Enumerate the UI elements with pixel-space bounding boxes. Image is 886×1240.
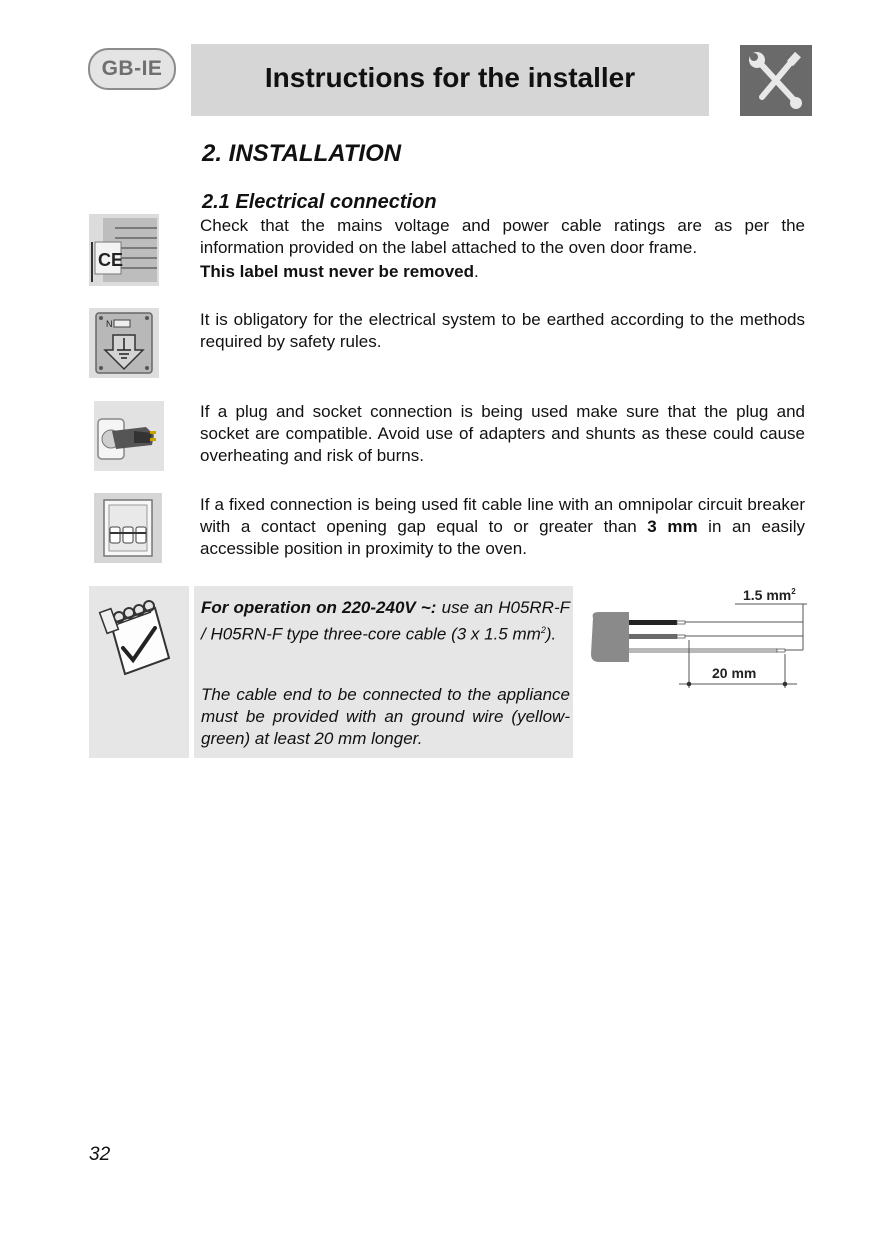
circuit-breaker-icon <box>94 493 162 563</box>
cable-diagram <box>585 582 815 692</box>
cross-section-label: 1.5 mm <box>743 587 792 603</box>
length-label: 20 mm <box>712 665 757 681</box>
paragraph-label-line1: Check that the mains voltage and power cable ratings are as per the <box>200 216 805 235</box>
section-title: 2. INSTALLATION <box>202 140 402 167</box>
note-icon-panel <box>89 586 189 758</box>
note-ground-wire: The cable end to be connected to the appliance must be provided with an ground wire (yellow-green) at least 20 mm longer. <box>201 685 570 748</box>
plug-socket-icon <box>94 401 164 471</box>
label-warning-end: . <box>473 262 479 281</box>
notepad-check-icon <box>89 586 189 758</box>
note-voltage: For operation on 220-240V ~: <box>201 598 437 617</box>
subsection-title: 2.1 Electrical connection <box>202 191 437 213</box>
oven-label-icon <box>89 214 159 286</box>
region-badge: GB-IE <box>88 48 176 90</box>
page-number: 32 <box>89 1144 111 1165</box>
paragraph-plug: If a plug and socket connection is being used make sure that the plug and socket are compatible. Avoid use of adapters and shunts as these could cause overheating and risk of burns. <box>200 402 805 465</box>
earth-plate-icon <box>89 308 159 378</box>
note-cable-text: use an H05RR-F / H05RN-F type three-core cable (3 x 1.5 mm <box>201 598 571 644</box>
cross-section-sup: 2 <box>791 587 796 596</box>
plate-label: N <box>106 319 113 329</box>
fixed-connection-text-a: If a fixed connection is being used fit cable line with an omnipolar circuit breaker with a contact opening gap equal to or greater than <box>200 495 805 536</box>
svg-text:1.5 mm2 <box>743 587 796 603</box>
note-cable-text-end: ). <box>545 624 557 644</box>
page-title: Instructions for the installer <box>264 62 636 93</box>
paragraph-fixed-connection <box>200 494 805 560</box>
tools-icon <box>740 45 812 116</box>
paragraph-label-line2: information provided on the label attached to the oven door frame. <box>200 238 698 257</box>
svg-text:CE: CE <box>98 250 124 270</box>
paragraph-earthing: It is obligatory for the electrical system to be earthed according to the methods required by safety rules. <box>200 310 805 351</box>
fixed-connection-text-b: in an easily accessible position in proximity to the oven. <box>200 517 805 558</box>
gap-value: 3 mm <box>647 517 698 536</box>
note-superscript: 2 <box>540 625 546 635</box>
note-cable-spec <box>201 597 570 646</box>
paragraph-label <box>200 215 805 283</box>
label-warning: This label must never be removed <box>200 262 474 281</box>
